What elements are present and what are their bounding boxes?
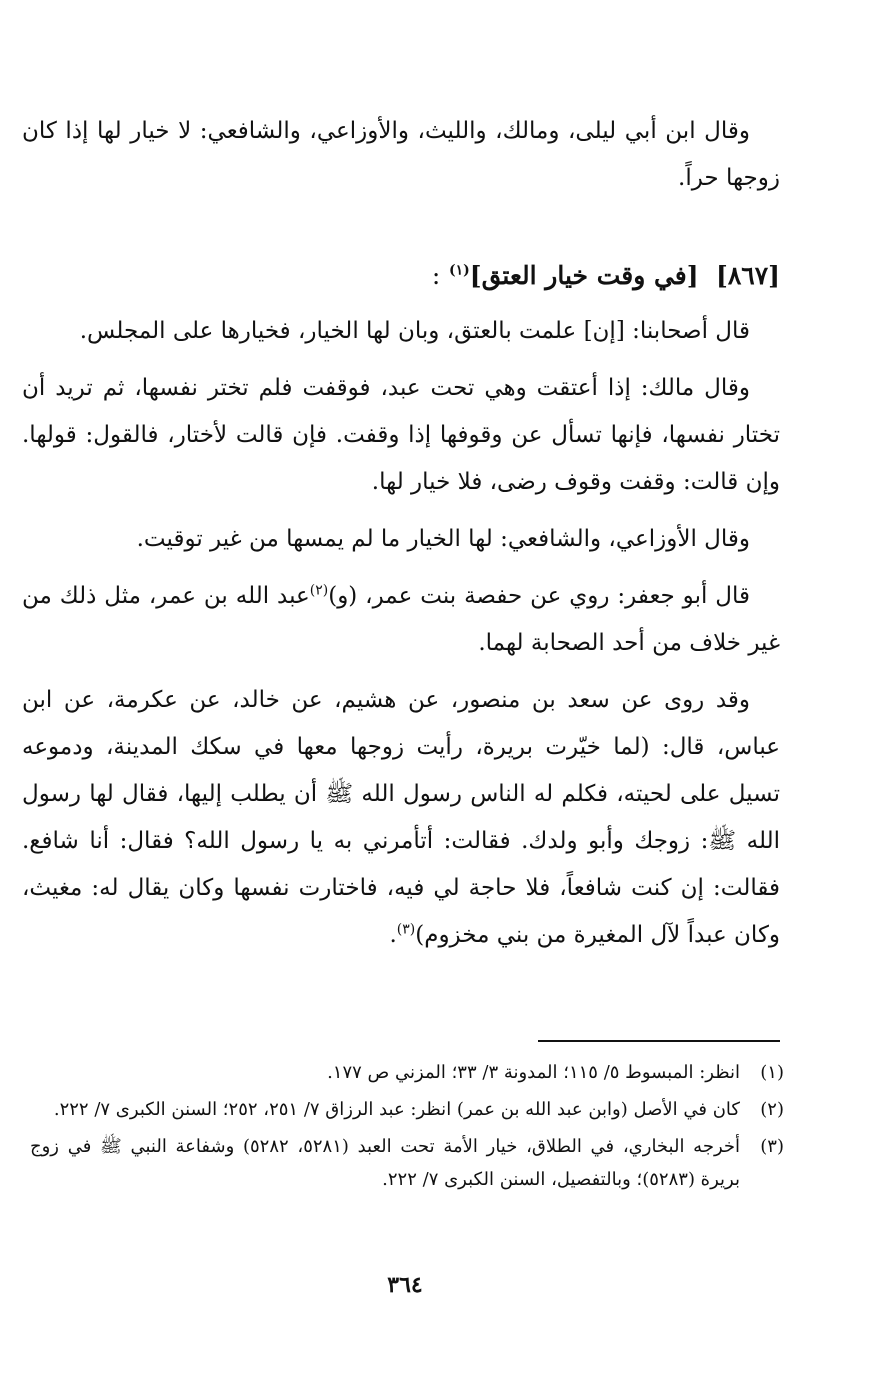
section-colon: : xyxy=(431,261,441,290)
paragraph-3: وقال مالك: إذا أعتقت وهي تحت عبد، فوقفت فلم تختر نفسها، ثم تريد أن تختار نفسها، فإنها تسأل عن وقوفها إذا وقفت. فإن قالت لأختار، فالقول: قولها. وإن قالت: وقفت وقوف رضى، فلا خيار لها. xyxy=(22,375,780,495)
footnote-number: (٣) xyxy=(760,1136,784,1157)
footnote-number: (١) xyxy=(760,1062,784,1083)
footnote-ref-2: (٢) xyxy=(309,582,329,599)
footnote-text: أخرجه البخاري، في الطلاق، خيار الأمة تحت العبد (٥٢٨١، ٥٢٨٢) وشفاعة النبي ﷺ في زوج بريرة (٥٢٨٣)؛ وبالتفصيل، السنن الكبرى ٧/ ٢٢٢. xyxy=(30,1136,741,1190)
section-heading xyxy=(22,256,780,296)
footnote-3 xyxy=(30,1130,784,1196)
footnote-divider xyxy=(538,1040,780,1042)
footnote-ref-3: (٣) xyxy=(396,921,416,938)
page-body xyxy=(22,108,780,969)
paragraph-2: قال أصحابنا: [إن] علمت بالعتق، وبان لها الخيار، فخيارها على المجلس. xyxy=(79,318,750,344)
footnote-ref-1: (١) xyxy=(448,262,470,279)
paragraph-5-after: عبد الله بن عمر، مثل ذلك من غير خلاف من أحد الصحابة لهما. xyxy=(22,583,780,656)
footnote-text: كان في الأصل (وابن عبد الله بن عمر) انظر: عبد الرزاق ٧/ ٢٥١، ٢٥٢؛ السنن الكبرى ٧/ ٢٢٢. xyxy=(53,1099,740,1120)
paragraph-6-text: وقد روى عن سعد بن منصور، عن هشيم، عن خالد، عن عكرمة، عن ابن عباس، قال: (لما خيّرت بريرة، رأيت زوجها معها في سكك المدينة، ودموعه تسيل على لحيته، فكلم له الناس رسول الله ﷺ أن يطلب إليها، فقال لها رسول الله ﷺ: زوجك وأبو ولدك. فقالت: أتأمرني به يا رسول الله؟ فقال: أنا شافع. فقالت: إن كنت شافعاً، فلا حاجة لي فيه، فاختارت نفسها وكان يقال له: مغيث، وكان عبداً لآل المغيرة من بني مخزوم) xyxy=(22,687,780,948)
section-number: [٨٦٧] xyxy=(716,261,780,290)
footnote-1 xyxy=(30,1056,784,1089)
footnote-2 xyxy=(30,1093,784,1126)
footnote-number: (٢) xyxy=(760,1099,784,1120)
footnote-text: انظر: المبسوط ٥/ ١١٥؛ المدونة ٣/ ٣٣؛ المزني ص ١٧٧. xyxy=(327,1062,740,1083)
paragraph-4: وقال الأوزاعي، والشافعي: لها الخيار ما لم يمسها من غير توقيت. xyxy=(136,526,750,552)
footnotes xyxy=(30,1056,784,1200)
paragraph-5-before: قال أبو جعفر: روي عن حفصة بنت عمر، (و) xyxy=(328,583,750,609)
section-title: [في وقت خيار العتق] xyxy=(469,261,699,290)
page-number: ٣٦٤ xyxy=(387,1272,423,1298)
paragraph-6-end: . xyxy=(389,922,397,948)
paragraph-1: وقال ابن أبي ليلى، ومالك، والليث، والأوزاعي، والشافعي: لا خيار لها إذا كان زوجها حراً. xyxy=(22,118,780,191)
paragraph-6 xyxy=(22,677,780,959)
paragraph-5 xyxy=(22,573,780,667)
